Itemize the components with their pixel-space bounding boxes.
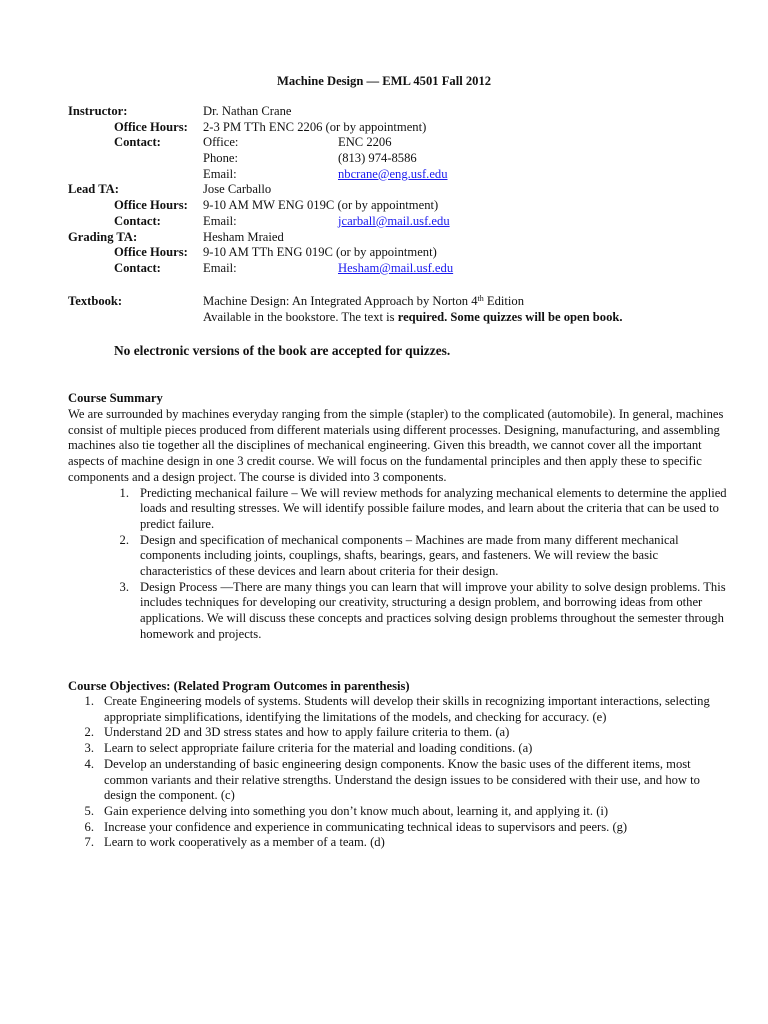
list-item-number: 6. xyxy=(84,819,94,834)
list-item xyxy=(68,741,728,757)
instructor-email-link[interactable]: nbcrane@eng.usf.edu xyxy=(338,166,448,181)
list-item-number: 2. xyxy=(119,532,129,547)
textbook-row-1 xyxy=(68,294,758,310)
electronic-book-warning: No electronic versions of the book are accepted for quizzes. xyxy=(114,343,451,358)
textbook-row-2 xyxy=(68,310,758,326)
list-item-number: 5. xyxy=(84,803,94,818)
lead-ta-office-hours: 9-10 AM MW ENG 019C (or by appointment) xyxy=(203,198,439,213)
textbook-block xyxy=(68,294,758,325)
course-summary-heading: Course Summary xyxy=(68,391,163,405)
list-item xyxy=(68,757,728,804)
email-key: Email: xyxy=(203,213,237,228)
list-item xyxy=(68,725,728,741)
grading-ta-name: Hesham Mraied xyxy=(203,229,284,244)
grading-ta-email-link[interactable]: Hesham@mail.usf.edu xyxy=(338,260,454,275)
office-value: ENC 2206 xyxy=(338,135,392,150)
list-item-text: Understand 2D and 3D stress states and how to apply failure criteria to them. (a) xyxy=(104,725,510,740)
grading-ta-contact-row xyxy=(68,261,748,277)
grading-ta-label: Grading TA: xyxy=(68,229,138,244)
course-objectives-heading: Course Objectives: (Related Program Outcomes in parenthesis) xyxy=(68,679,410,693)
list-item-text: Create Engineering models of systems. Students will develop their skills in recognizing important interactions, selecting appropriate simplifications, identifying the limitations of the models, and checking for accuracy. (e) xyxy=(104,694,710,724)
phone-key: Phone: xyxy=(203,151,238,166)
instructor-email-row xyxy=(68,167,748,183)
textbook-label: Textbook: xyxy=(68,294,123,308)
staff-info-block xyxy=(68,104,748,277)
course-objectives-list xyxy=(68,694,728,851)
list-item-number: 1. xyxy=(119,485,129,500)
contact-label: Contact: xyxy=(114,135,161,150)
contact-label: Contact: xyxy=(114,260,161,275)
contact-label: Contact: xyxy=(114,213,161,228)
list-item-number: 1. xyxy=(84,694,94,708)
grading-ta-office-hours: 9-10 AM TTh ENG 019C (or by appointment) xyxy=(203,245,437,260)
office-hours-label: Office Hours: xyxy=(114,119,188,134)
document-title: Machine Design — EML 4501 Fall 2012 xyxy=(276,74,492,88)
list-item xyxy=(113,533,728,580)
phone-value: (813) 974-8586 xyxy=(338,151,417,166)
list-item-text: Increase your confidence and experience in communicating technical ideas to supervisors and peers. (g) xyxy=(104,819,628,834)
lead-ta-contact-row xyxy=(68,214,748,230)
grading-ta-row xyxy=(68,230,748,246)
course-summary xyxy=(68,407,728,643)
lead-ta-name: Jose Carballo xyxy=(203,182,272,197)
office-key: Office: xyxy=(203,135,239,150)
instructor-label: Instructor: xyxy=(68,104,128,118)
list-item xyxy=(68,694,728,725)
edition-superscript: th xyxy=(477,294,484,303)
instructor-phone-row xyxy=(68,151,748,167)
list-item xyxy=(68,820,728,836)
list-item-number: 4. xyxy=(84,756,94,771)
textbook-edition-text: Edition xyxy=(483,294,525,308)
email-key: Email: xyxy=(203,166,237,181)
list-item xyxy=(68,835,728,851)
list-item-text: Learn to work cooperatively as a member of a team. (d) xyxy=(104,835,385,850)
summary-components-list xyxy=(113,486,728,643)
instructor-row xyxy=(68,104,748,120)
lead-ta-office-hours-row xyxy=(68,198,748,214)
office-hours-label: Office Hours: xyxy=(114,198,188,213)
list-item xyxy=(113,486,728,533)
lead-ta-row xyxy=(68,182,748,198)
lead-ta-email-link[interactable]: jcarball@mail.usf.edu xyxy=(338,213,450,228)
list-item-text: Gain experience delving into something you don’t know much about, learning it, and applying it. (i) xyxy=(104,803,609,818)
textbook-title-text: Machine Design: An Integrated Approach by Norton 4 xyxy=(203,294,478,308)
email-key: Email: xyxy=(203,260,237,275)
list-item-text: Learn to select appropriate failure criteria for the material and loading conditions. (a) xyxy=(104,741,533,756)
textbook-availability-text: Available in the bookstore. The text is xyxy=(203,309,398,324)
office-hours-label: Office Hours: xyxy=(114,245,188,260)
list-item-text: Predicting mechanical failure – We will review methods for analyzing mechanical elements to determine the applied loads and resulting stresses. We will identify possible failure modes, and learn about the criteria that can be used to predict failure. xyxy=(140,485,727,531)
instructor-name: Dr. Nathan Crane xyxy=(203,104,292,118)
list-item xyxy=(68,804,728,820)
list-item-text: Design and specification of mechanical components – Machines are made from many different mechanical components including joints, couplings, shafts, bearings, gears, and fasteners. We will review the basic characteristics of these devices and learn about criteria for their design. xyxy=(140,532,679,579)
grading-ta-office-hours-row xyxy=(68,245,748,261)
list-item-text: Design Process —There are many things you can learn that will improve your ability to solve design problems. This includes techniques for developing our creativity, structuring a design problem, and borrowing ideas from other applications. We will discuss these concepts and practices solving design problems throughout the semester through homework and projects. xyxy=(140,579,726,641)
textbook-required-note: required. Some quizzes will be open book. xyxy=(397,309,623,324)
course-summary-paragraph: We are surrounded by machines everyday ranging from the simple (stapler) to the complicated (automobile). In general, machines consist of multiple pieces produced from different materials using different processes. Designing, manufacturing, and assembling machines also tie together all the disciplines of mechanical engineering. Given this breadth, we cannot cover all the important aspects of machine design in one 3 credit course. We will focus on the fundamental principles and then apply these to specific components and a design project. The course is divided into 3 components. xyxy=(68,407,724,484)
list-item-number: 7. xyxy=(84,835,94,850)
textbook-title xyxy=(203,294,524,310)
textbook-availability xyxy=(203,310,623,326)
list-item-number: 2. xyxy=(84,725,94,740)
list-item-number: 3. xyxy=(84,741,94,756)
list-item xyxy=(113,580,728,643)
list-item-number: 3. xyxy=(119,579,129,594)
lead-ta-label: Lead TA: xyxy=(68,182,119,197)
instructor-contact-office-row xyxy=(68,135,748,151)
list-item-text: Develop an understanding of basic engineering design components. Know the basic uses of the different items, most common variants and their relative strengths. Understand the design issues to be considered with their use, and how to design the component. (c) xyxy=(104,756,700,803)
instructor-office-hours-row xyxy=(68,120,748,136)
instructor-office-hours: 2-3 PM TTh ENC 2206 (or by appointment) xyxy=(203,119,427,134)
